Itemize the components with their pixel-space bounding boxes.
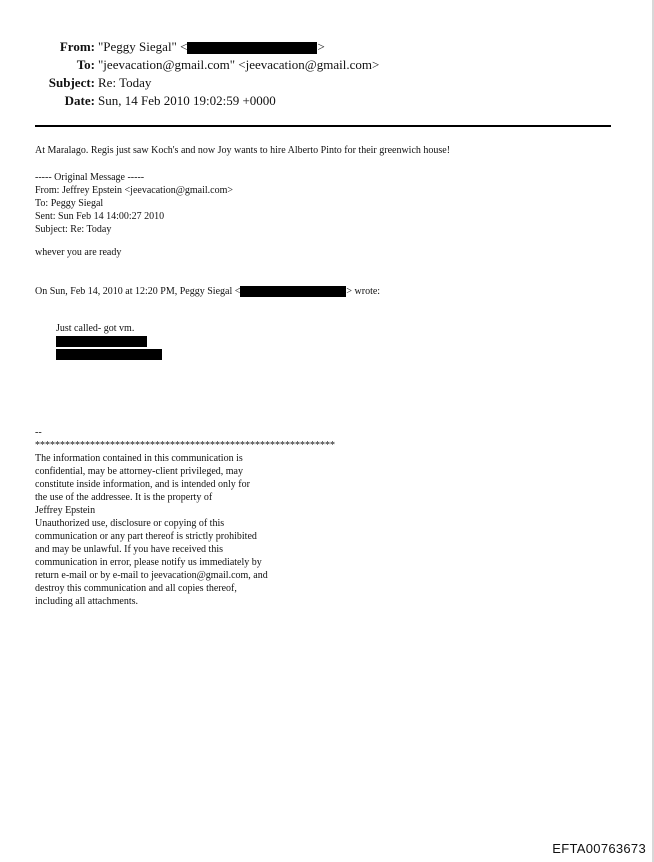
disclaimer-line: the use of the addressee. It is the property of — [35, 492, 213, 503]
reply-intro-text: On Sun, Feb 14, 2010 at 12:20 PM, Peggy Siegal < — [35, 286, 241, 297]
disclaimer-stars: ************************************************************ — [35, 440, 335, 451]
original-from: From: Jeffrey Epstein <jeevacation@gmail.com> — [35, 185, 234, 196]
redaction-bar — [56, 349, 162, 360]
redaction-bar — [240, 286, 346, 297]
disclaimer-line: destroy this communication and all copies thereof, — [35, 583, 237, 594]
reply-intro — [35, 285, 380, 298]
disclaimer-line: communication in error, please notify us immediately by — [35, 557, 262, 568]
quoted-reply — [56, 322, 162, 361]
disclaimer-line: return e-mail or by e-mail to jeevacation@gmail.com, and — [35, 570, 268, 581]
message-text: At Maralago. Regis just saw Koch's and now Joy wants to hire Alberto Pinto for their greenwich house! — [35, 145, 451, 156]
disclaimer-line: and may be unlawful. If you have received this — [35, 544, 223, 555]
from-label: From: — [59, 39, 95, 54]
disclaimer-line: constitute inside information, and is intended only for — [35, 479, 250, 490]
original-sent: Sent: Sun Feb 14 14:00:27 2010 — [35, 211, 165, 222]
original-to: To: Peggy Siegal — [35, 198, 104, 209]
quoted-text: Just called- got vm. — [56, 323, 135, 334]
original-body: whever you are ready — [35, 247, 122, 258]
document-id: EFTA00763673 — [552, 841, 646, 856]
disclaimer-line: communication or any part thereof is strictly prohibited — [35, 531, 257, 542]
from-tail: > — [317, 39, 325, 54]
disclaimer-line: Jeffrey Epstein — [35, 505, 96, 516]
to-label: To: — [76, 57, 95, 72]
subject-value: Re: Today — [98, 75, 152, 90]
signature-dashes: -- — [35, 427, 42, 438]
disclaimer-line: The information contained in this communication is — [35, 453, 243, 464]
disclaimer-line: Unauthorized use, disclosure or copying of this — [35, 518, 225, 529]
redaction-bar — [187, 42, 317, 54]
disclaimer-line: confidential, may be attorney-client privileged, may — [35, 466, 243, 477]
subject-label: Subject: — [48, 75, 95, 90]
reply-intro-tail: > wrote: — [346, 286, 381, 297]
disclaimer-line: including all attachments. — [35, 596, 139, 607]
date-label: Date: — [64, 93, 95, 108]
from-value — [98, 38, 325, 56]
date-value: Sun, 14 Feb 2010 19:02:59 +0000 — [98, 93, 276, 108]
original-divider: ----- Original Message ----- — [35, 172, 145, 183]
redaction-bar — [56, 336, 147, 347]
original-subject: Subject: Re: Today — [35, 224, 112, 235]
original-message — [35, 171, 233, 236]
disclaimer — [35, 426, 335, 608]
header-divider — [35, 125, 611, 127]
to-value: "jeevacation@gmail.com" <jeevacation@gmail.com> — [98, 57, 380, 72]
from-name: "Peggy Siegal" < — [98, 39, 188, 54]
